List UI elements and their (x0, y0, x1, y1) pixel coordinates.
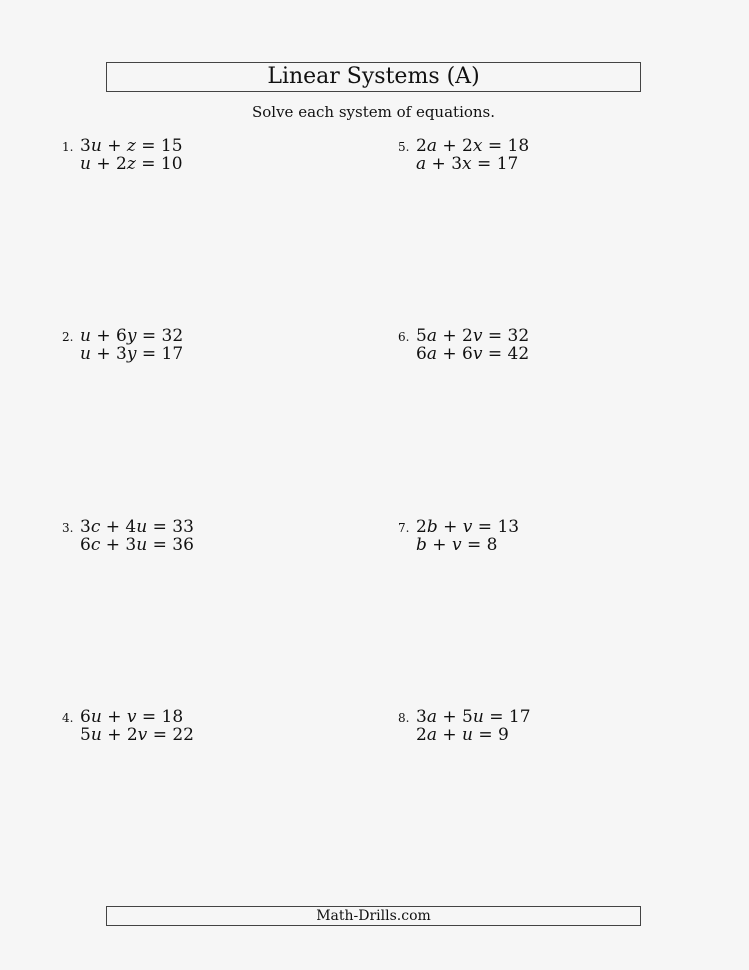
equation-2: u + 2z = 10 (80, 154, 183, 174)
equation-2: 6a + 6v = 42 (416, 344, 530, 364)
problem-number: 6. (398, 330, 410, 344)
equation-2: b + v = 8 (416, 535, 498, 555)
equation-1: 6u + v = 18 (80, 707, 184, 727)
problem-number: 2. (62, 330, 74, 344)
problem-4 (62, 708, 194, 744)
worksheet-title: Linear Systems (A) (106, 62, 641, 92)
equation-1: u + 6y = 32 (80, 326, 184, 346)
problem-number: 8. (398, 711, 410, 725)
equation-2: u + 3y = 17 (80, 344, 184, 364)
instructions: Solve each system of equations. (251, 103, 496, 121)
problem-1 (62, 137, 183, 173)
equation-1: 2a + 2x = 18 (416, 136, 530, 156)
problem-8 (398, 708, 531, 744)
problem-5 (398, 137, 529, 173)
equation-2: 2a + u = 9 (416, 725, 509, 745)
equation-1: 3a + 5u = 17 (416, 707, 531, 727)
footer-credit: Math-Drills.com (106, 906, 641, 926)
equation-2: 5u + 2v = 22 (80, 725, 194, 745)
equation-1: 3c + 4u = 33 (80, 517, 194, 537)
problem-number: 7. (398, 521, 410, 535)
equation-1: 5a + 2v = 32 (416, 326, 530, 346)
problem-3 (62, 518, 194, 554)
problem-number: 4. (62, 711, 74, 725)
equation-2: a + 3x = 17 (416, 154, 519, 174)
problem-7 (398, 518, 519, 554)
problem-number: 5. (398, 140, 410, 154)
problem-number: 1. (62, 140, 74, 154)
equation-1: 3u + z = 15 (80, 136, 183, 156)
problem-number: 3. (62, 521, 74, 535)
equation-2: 6c + 3u = 36 (80, 535, 194, 555)
problem-6 (398, 327, 529, 363)
equation-1: 2b + v = 13 (416, 517, 520, 537)
problem-2 (62, 327, 183, 363)
